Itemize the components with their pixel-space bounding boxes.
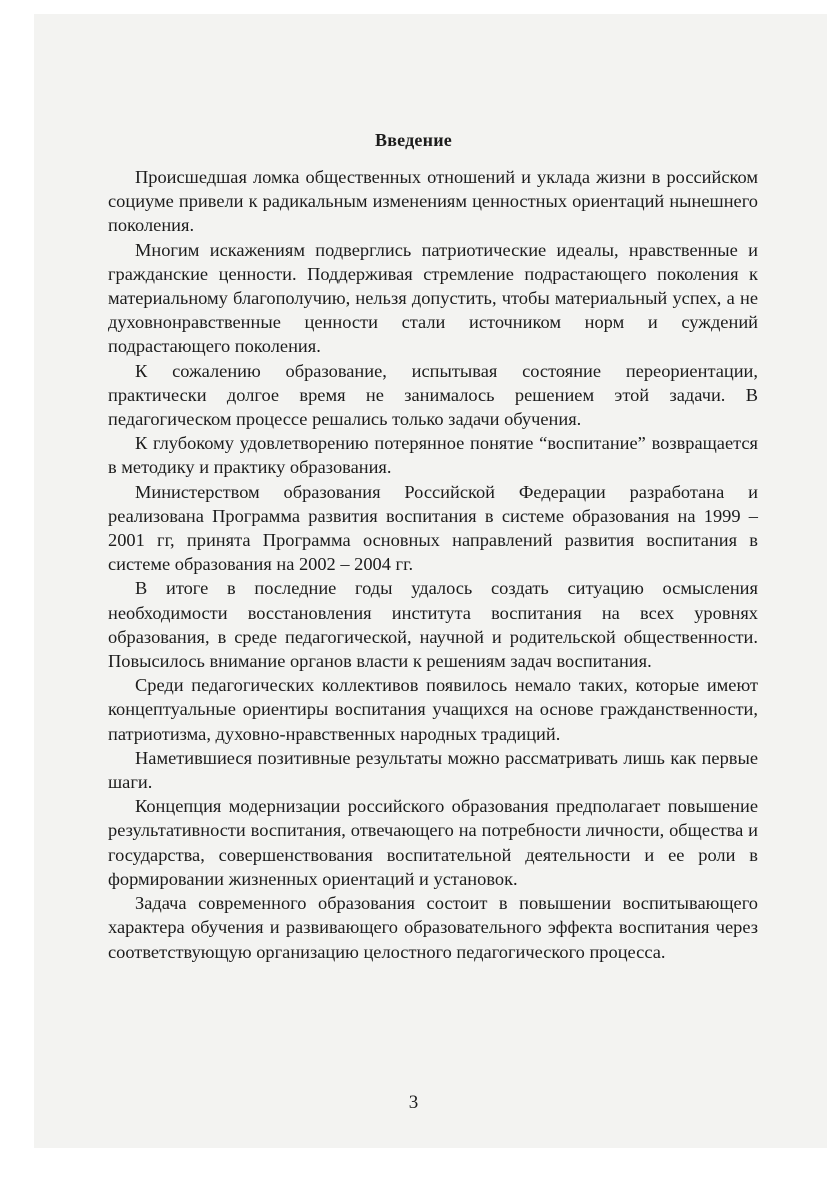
paragraph: Происшедшая ломка общественных отношений и уклада жизни в российском социуме привели к радикальным изменениям ценностных ориентаций нынешнего поколения.: [108, 167, 758, 236]
page-number: 3: [408, 1092, 419, 1113]
paragraph: В итоге в последние годы удалось создать ситуацию осмысления необходимости восстановления института воспитания на всех уровнях образования, в среде педагогической, научной и родительской общественности. Повысилось внимание органов власти к решениям задач воспитания.: [108, 578, 758, 672]
paragraph: Задача современного образования состоит в повышении воспитывающего характера обучения и развивающего образовательного эффекта воспитания через соответствующую организацию целостного педагогического процесса.: [108, 893, 758, 962]
paragraph: Министерством образования Российской Федерации разработана и реализована Программа развития воспитания в системе образования на 1999 – 2001 гг, принята Программа основных направлений развития воспитания в системе образования на 2002 – 2004 гг.: [108, 481, 758, 575]
paragraph: Концепция модернизации российского образования предполагает повышение результативности воспитания, отвечающего на потребности личности, общества и государства, совершенствования воспитательной деятельности и ее роли в формировании жизненных ориентаций и установок.: [108, 796, 758, 889]
paragraph: Наметившиеся позитивные результаты можно рассматривать лишь как первые шаги.: [108, 747, 758, 793]
paragraph: К глубокому удовлетворению потерянное понятие “воспитание” возвращается в методику и практику образования.: [108, 433, 758, 478]
body-text: [108, 165, 758, 964]
paragraph: К сожалению образование, испытывая состояние переориентации, практически долгое время не занималось решением этой задачи. В педагогическом процессе решались только задачи обучения.: [108, 360, 758, 430]
paragraph: Многим искажениям подверглись патриотические идеалы, нравственные и гражданские ценности. Поддерживая стремление подрастающего поколения к материальному благополучию, нельзя допустить, чтобы материальный успех, а не духовнонравственные ценности стали источником норм и суждений подрастающего поколения.: [108, 239, 758, 357]
paragraph: Среди педагогических коллективов появилось немало таких, которые имеют концептуальные ориентиры воспитания учащихся на основе гражданственности, патриотизма, духовно-нравственных народных традиций.: [108, 675, 758, 744]
section-heading: Введение: [375, 130, 452, 150]
